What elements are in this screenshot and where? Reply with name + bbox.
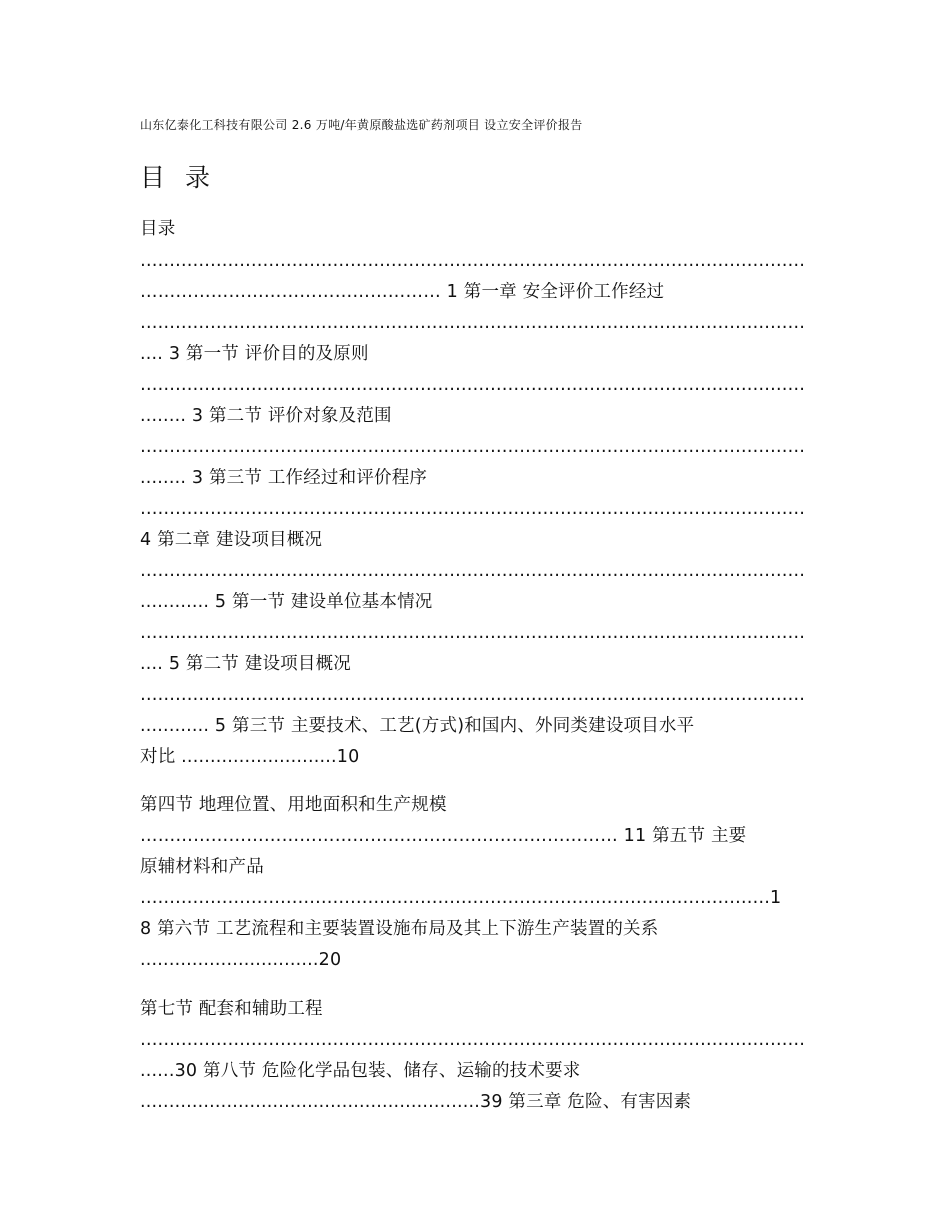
toc-entry-chapter-1[interactable]: …………………………………………… 1 第一章 安全评价工作经过	[140, 282, 665, 302]
toc-line: ……………………………………………………………………………………………………	[140, 375, 805, 395]
toc-entry-2-6-cont: ...............................20	[140, 950, 342, 970]
toc-entry-2-3-cont: 对比 ...........................10	[140, 747, 360, 767]
toc-line: ……………………………………………………………………………………………………	[140, 499, 805, 519]
toc-title: 目 录	[140, 163, 216, 192]
toc-line: ………………………………………………………………………………………………1	[140, 888, 782, 908]
toc-line: ……………………………………………………………………………………………………	[140, 623, 805, 643]
toc-line: ……………………………………………………………………………………………………	[140, 685, 805, 705]
toc-entry-2-5[interactable]: ……………………………………………………………………… 11 第五节 主要	[140, 826, 747, 846]
toc-entry-2-4[interactable]: 第四节 地理位置、用地面积和生产规模	[140, 795, 447, 815]
running-header: 山东亿泰化工科技有限公司 2.6 万吨/年黄原酸盐选矿药剂项目 设立安全评价报告	[140, 118, 583, 132]
toc-entry-2-8[interactable]: ......30 第八节 危险化学品包装、储存、运输的技术要求	[140, 1061, 581, 1081]
toc-line: ……………………………………………………………………………………………………	[140, 251, 805, 271]
toc-line: ……………………………………………………………………………………………………	[140, 1030, 805, 1050]
toc-entry-2-6[interactable]: 8 第六节 工艺流程和主要装置设施布局及其上下游生产装置的关系	[140, 919, 659, 939]
toc-line: ……………………………………………………………………………………………………	[140, 561, 805, 581]
toc-entry-chapter-3[interactable]: ...........................................................39 第三章 危险、有害因素	[140, 1092, 692, 1112]
toc-entry-2-2[interactable]: .... 5 第二节 建设项目概况	[140, 654, 351, 674]
toc-line: ……………………………………………………………………………………………………	[140, 313, 805, 333]
toc-heading: 目录	[140, 219, 176, 239]
toc-entry-2-3[interactable]: ............ 5 第三节 主要技术、工艺(方式)和国内、外同类建设项目水平	[140, 716, 695, 736]
toc-line: ……………………………………………………………………………………………………	[140, 437, 805, 457]
toc-entry-2-5-cont: 原辅材料和产品	[140, 857, 264, 877]
toc-entry-1-3[interactable]: ........ 3 第三节 工作经过和评价程序	[140, 468, 428, 488]
toc-entry-2-7[interactable]: 第七节 配套和辅助工程	[140, 999, 323, 1019]
toc-entry-2-1[interactable]: ............ 5 第一节 建设单位基本情况	[140, 592, 433, 612]
toc-entry-chapter-2[interactable]: 4 第二章 建设项目概况	[140, 530, 323, 550]
toc-entry-1-2[interactable]: ........ 3 第二节 评价对象及范围	[140, 406, 392, 426]
toc-entry-1-1[interactable]: .... 3 第一节 评价目的及原则	[140, 344, 369, 364]
